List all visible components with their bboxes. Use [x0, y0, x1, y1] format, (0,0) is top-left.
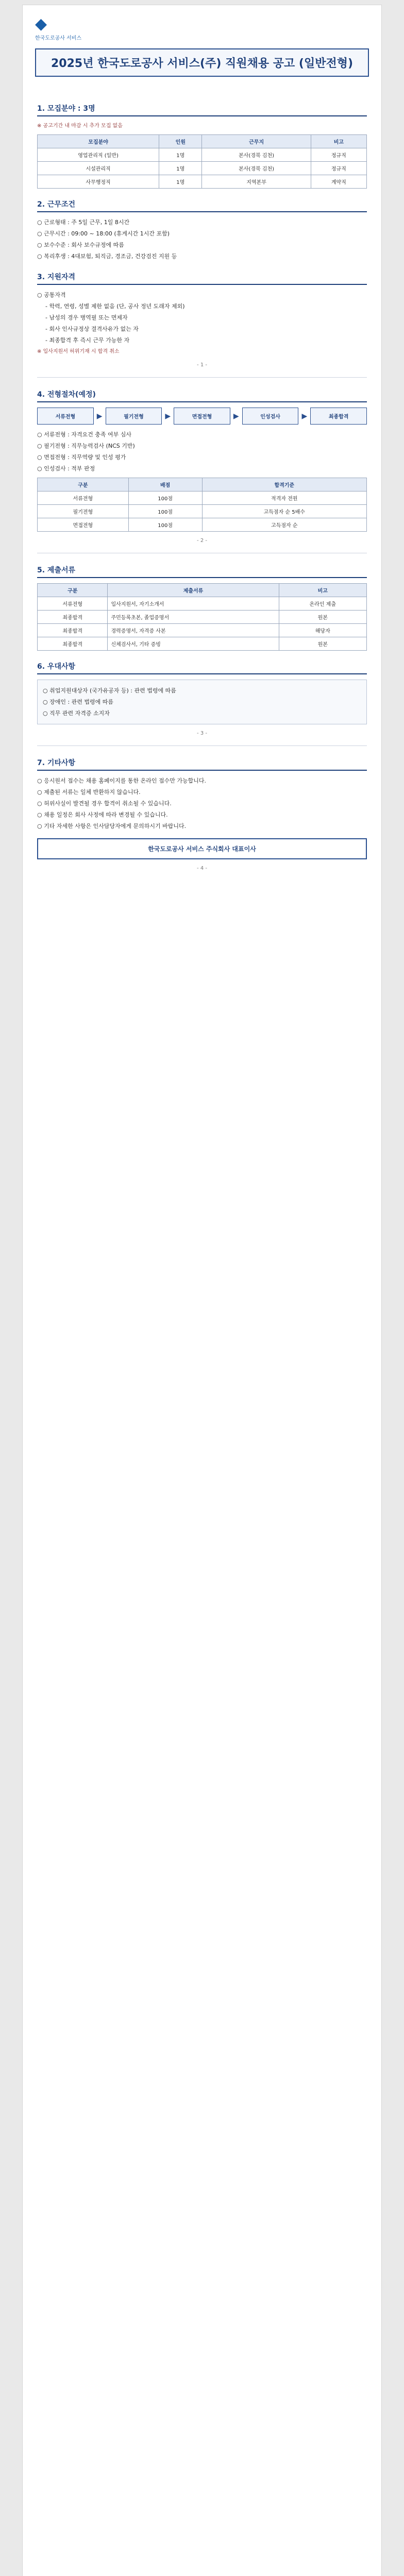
td: 100점	[128, 518, 202, 532]
table-row	[38, 148, 367, 162]
td: 입사지원서, 자기소개서	[108, 597, 279, 611]
text-line: ○ 장애인 : 관련 법령에 따름	[43, 699, 114, 705]
td: 필기전형	[38, 505, 129, 518]
text-line: ○ 근로형태 : 주 5일 근무, 1일 8시간	[37, 219, 130, 226]
td: 100점	[128, 492, 202, 505]
text-line: ○ 근무시간 : 09:00 ~ 18:00 (휴게시간 1시간 포함)	[37, 230, 170, 237]
note: ※ 입사지원서 허위기재 시 합격 취소	[37, 349, 120, 354]
td: 시설관리직	[38, 162, 159, 175]
arrow-icon: ▶	[301, 412, 308, 420]
td: 영업관리직 (일반)	[38, 148, 159, 162]
section-heading: 4. 전형절차(예정)	[37, 387, 367, 402]
td: 1명	[159, 148, 202, 162]
table-row	[38, 492, 367, 505]
td: 계약직	[311, 175, 366, 189]
page-number: - 3 -	[197, 731, 207, 736]
text-line: ○ 직무 관련 자격증 소지자	[43, 710, 110, 717]
title-box	[35, 48, 369, 77]
td: 1명	[159, 175, 202, 189]
th: 구분	[38, 584, 108, 597]
text-line: - 최종합격 후 즉시 근무 가능한 자	[45, 337, 130, 344]
td: 사무행정직	[38, 175, 159, 189]
th: 모집분야	[38, 135, 159, 148]
text-line: ○ 면접전형 : 직무역량 및 인성 평가	[37, 454, 126, 461]
td: 온라인 제출	[279, 597, 366, 611]
page-number: - 2 -	[197, 538, 207, 544]
text-line: ○ 공통자격	[37, 292, 66, 298]
text-line: ○ 취업지원대상자 (국가유공자 등) : 관련 법령에 따름	[43, 687, 176, 694]
text-line: - 회사 인사규정상 결격사유가 없는 자	[45, 326, 139, 332]
section-heading: 2. 근무조건	[37, 197, 367, 212]
td: 정규직	[311, 162, 366, 175]
section-heading: 1. 모집분야 : 3명	[37, 101, 367, 116]
text-line: ○ 서류전형 : 자격요건 충족 여부 심사	[37, 431, 132, 438]
flow-step: 면접전형	[174, 408, 230, 425]
table-row	[38, 518, 367, 532]
documents-table	[37, 583, 367, 651]
td: 신체검사서, 기타 증빙	[108, 637, 279, 651]
text-line: ○ 기타 자세한 사항은 인사담당자에게 문의하시기 바랍니다.	[37, 823, 187, 829]
arrow-icon: ▶	[165, 412, 171, 420]
recruit-table	[37, 134, 367, 189]
table-row	[38, 611, 367, 624]
td: 원본	[279, 637, 366, 651]
td: 고득점자 순	[202, 518, 366, 532]
page-number: - 4 -	[197, 866, 207, 871]
section-heading: 7. 기타사항	[37, 755, 367, 771]
text-line: ○ 허위사실이 발견될 경우 합격이 취소될 수 있습니다.	[37, 800, 172, 807]
flow-step: 인성검사	[242, 408, 299, 425]
text-line: ○ 채용 일정은 회사 사정에 따라 변경될 수 있습니다.	[37, 811, 168, 818]
process-flow	[37, 408, 367, 425]
td: 본사(경북 김천)	[202, 148, 311, 162]
page-number: - 1 -	[197, 362, 207, 368]
arrow-icon: ▶	[233, 412, 239, 420]
text-line: ○ 필기전형 : 직무능력검사 (NCS 기반)	[37, 443, 135, 449]
text-line: - 학력, 연령, 성별 제한 없음 (단, 공사 정년 도래자 제외)	[45, 303, 185, 310]
td: 해당자	[279, 624, 366, 637]
text-line: - 남성의 경우 병역필 또는 면제자	[45, 314, 128, 321]
page-title: 2025년 한국도로공사 서비스(주) 직원채용 공고 (일반전형)	[50, 57, 354, 70]
org-name: 한국도로공사 서비스	[35, 36, 82, 41]
divider	[37, 745, 367, 746]
th: 근무지	[202, 135, 311, 148]
td: 서류전형	[38, 597, 108, 611]
text-line: ○ 제출된 서류는 일체 반환하지 않습니다.	[37, 789, 141, 795]
td: 최종합격	[38, 611, 108, 624]
note: ※ 공고기간 내 마감 시 추가 모집 없음	[37, 123, 123, 129]
flow-step: 서류전형	[37, 408, 94, 425]
flow-step: 필기전형	[106, 408, 162, 425]
th: 배점	[128, 478, 202, 492]
text-line: ○ 응시원서 접수는 채용 홈페이지를 통한 온라인 접수만 가능합니다.	[37, 777, 206, 784]
screening-table	[37, 478, 367, 532]
th: 합격기준	[202, 478, 366, 492]
td: 서류전형	[38, 492, 129, 505]
td: 최종합격	[38, 637, 108, 651]
td: 1명	[159, 162, 202, 175]
divider	[37, 377, 367, 378]
td: 지역본부	[202, 175, 311, 189]
logo	[35, 16, 92, 47]
table-row	[38, 637, 367, 651]
preference-box	[37, 680, 367, 724]
table-row	[38, 505, 367, 518]
td: 고득점자 순 5배수	[202, 505, 366, 518]
td: 본사(경북 김천)	[202, 162, 311, 175]
td: 경력증명서, 자격증 사본	[108, 624, 279, 637]
text-line: ○ 보수수준 : 회사 보수규정에 따름	[37, 242, 124, 248]
table-row	[38, 597, 367, 611]
td: 정규직	[311, 148, 366, 162]
header	[35, 16, 369, 83]
td: 최종합격	[38, 624, 108, 637]
closing-signature: 한국도로공사 서비스 주식회사 대표이사	[37, 838, 367, 859]
logo-icon: ◆	[35, 15, 47, 33]
section-heading: 5. 제출서류	[37, 563, 367, 578]
section-heading: 6. 우대사항	[37, 659, 367, 674]
td: 원본	[279, 611, 366, 624]
td: 면접전형	[38, 518, 129, 532]
arrow-icon: ▶	[96, 412, 103, 420]
table-row	[38, 624, 367, 637]
th: 제출서류	[108, 584, 279, 597]
table-row	[38, 162, 367, 175]
td: 100점	[128, 505, 202, 518]
flow-step: 최종합격	[310, 408, 367, 425]
td: 주민등록초본, 졸업증명서	[108, 611, 279, 624]
th: 인원	[159, 135, 202, 148]
text-line: ○ 인성검사 : 적부 판정	[37, 465, 95, 472]
table-row	[38, 175, 367, 189]
text-line: ○ 복리후생 : 4대보험, 퇴직금, 경조금, 건강검진 지원 등	[37, 253, 177, 260]
content	[37, 93, 367, 877]
section-heading: 3. 지원자격	[37, 269, 367, 285]
document-page	[23, 5, 381, 2576]
th: 비고	[279, 584, 366, 597]
td: 적격자 전원	[202, 492, 366, 505]
th: 비고	[311, 135, 366, 148]
th: 구분	[38, 478, 129, 492]
